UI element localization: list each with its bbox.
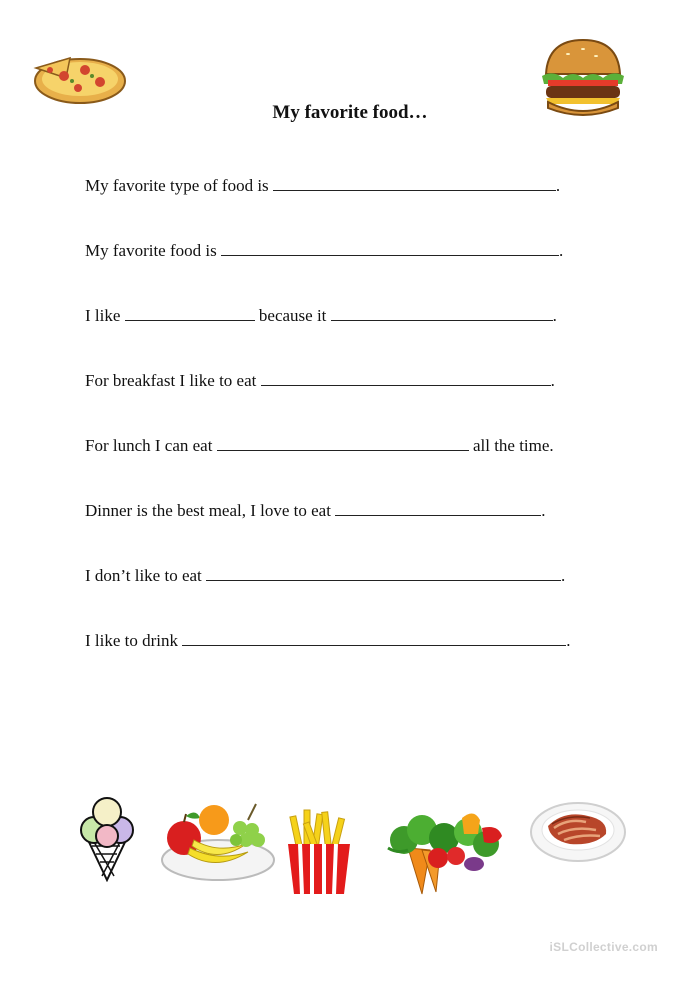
vegetables-icon xyxy=(378,808,510,896)
sentence-1: My favorite type of food is . xyxy=(85,176,561,195)
answer-blank[interactable] xyxy=(273,176,556,191)
pizza-icon xyxy=(30,48,128,108)
sentence-4: For breakfast I like to eat . xyxy=(85,371,555,390)
french-fries-icon xyxy=(284,808,354,896)
answer-blank[interactable] xyxy=(221,241,559,256)
ice-cream-icon xyxy=(70,790,144,882)
answer-blank[interactable] xyxy=(125,306,255,321)
fruit-plate-icon xyxy=(156,798,276,884)
answer-blank[interactable] xyxy=(331,306,553,321)
meat-plate-icon xyxy=(528,796,628,864)
sentence-5: For lunch I can eat all the time. xyxy=(85,436,554,455)
answer-blank[interactable] xyxy=(206,566,561,581)
sentence-3: I like because it . xyxy=(85,306,557,325)
sentence-2: My favorite food is . xyxy=(85,241,564,260)
watermark: iSLCollective.com xyxy=(549,940,658,954)
answer-blank[interactable] xyxy=(217,436,469,451)
answer-blank[interactable] xyxy=(261,371,551,386)
page-title: My favorite food… xyxy=(272,102,428,123)
answer-blank[interactable] xyxy=(182,631,566,646)
sentence-7: I don’t like to eat . xyxy=(85,566,566,585)
answer-blank[interactable] xyxy=(335,501,541,516)
sentence-6: Dinner is the best meal, I love to eat . xyxy=(85,501,546,520)
sentence-8: I like to drink . xyxy=(85,631,571,650)
